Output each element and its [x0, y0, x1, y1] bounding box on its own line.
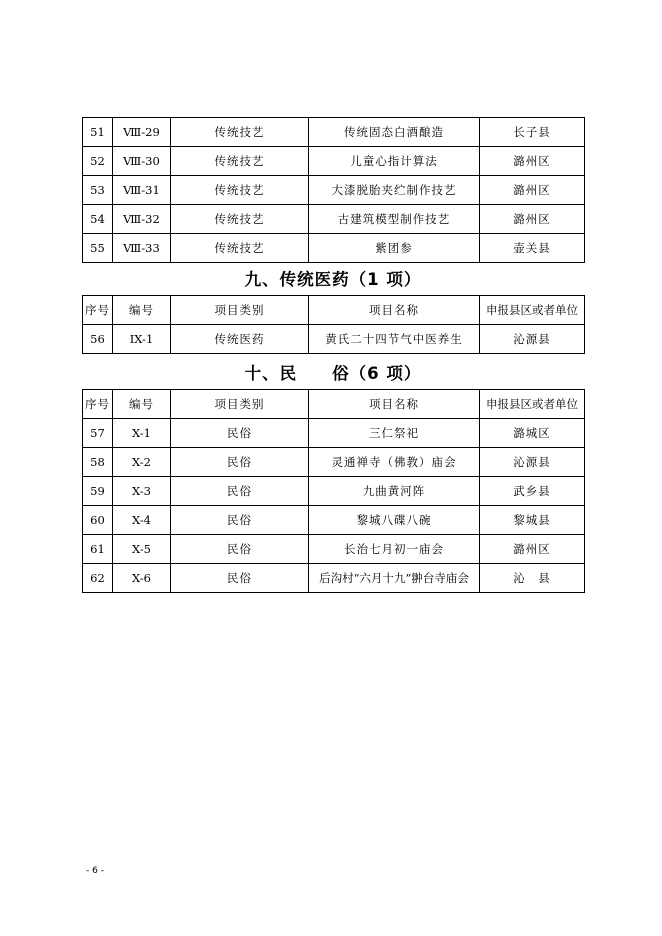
cell-seq: 57: [83, 419, 113, 448]
cell-name: 黄氏二十四节气中医养生: [309, 325, 480, 354]
cell-code: Ⅷ-32: [113, 205, 171, 234]
cell-unit: 沁 县: [480, 564, 585, 593]
heritage-table-crafts: [82, 117, 585, 263]
cell-category: 民俗: [171, 448, 309, 477]
table-row: [83, 564, 585, 593]
header-code: 编号: [113, 296, 171, 325]
header-category: 项目类别: [171, 296, 309, 325]
cell-category: 传统技艺: [171, 176, 309, 205]
cell-category: 传统技艺: [171, 147, 309, 176]
table-row: [83, 325, 585, 354]
header-seq: 序号: [83, 390, 113, 419]
cell-name: 大漆脱胎夹纻制作技艺: [309, 176, 480, 205]
cell-name: 长治七月初一庙会: [309, 535, 480, 564]
cell-category: 传统技艺: [171, 234, 309, 263]
cell-name: 灵通禅寺（佛教）庙会: [309, 448, 480, 477]
cell-unit: 潞州区: [480, 147, 585, 176]
section-title-folk-customs: 十、民 俗（6 项）: [244, 364, 422, 383]
cell-code: X-1: [113, 419, 171, 448]
header-name: 项目名称: [309, 296, 480, 325]
cell-category: 民俗: [171, 477, 309, 506]
cell-unit: 潞州区: [480, 176, 585, 205]
cell-seq: 62: [83, 564, 113, 593]
table-row: [83, 234, 585, 263]
cell-code: X-6: [113, 564, 171, 593]
cell-seq: 53: [83, 176, 113, 205]
table-row: [83, 147, 585, 176]
header-unit: 申报县区或者单位: [480, 390, 585, 419]
cell-category: 传统技艺: [171, 118, 309, 147]
cell-unit: 壶关县: [480, 234, 585, 263]
cell-name: 黎城八碟八碗: [309, 506, 480, 535]
cell-unit: 长子县: [480, 118, 585, 147]
cell-seq: 52: [83, 147, 113, 176]
cell-seq: 60: [83, 506, 113, 535]
cell-seq: 54: [83, 205, 113, 234]
table-row: [83, 118, 585, 147]
cell-seq: 58: [83, 448, 113, 477]
table-header-row: [83, 296, 585, 325]
cell-code: X-4: [113, 506, 171, 535]
cell-seq: 59: [83, 477, 113, 506]
cell-code: X-3: [113, 477, 171, 506]
header-seq: 序号: [83, 296, 113, 325]
heritage-table-medicine: [82, 295, 585, 354]
cell-category: 民俗: [171, 564, 309, 593]
cell-name: 传统固态白酒酿造: [309, 118, 480, 147]
cell-category: 民俗: [171, 506, 309, 535]
cell-name: 三仁祭祀: [309, 419, 480, 448]
header-category: 项目类别: [171, 390, 309, 419]
cell-code: Ⅷ-33: [113, 234, 171, 263]
cell-seq: 51: [83, 118, 113, 147]
cell-unit: 黎城县: [480, 506, 585, 535]
table-row: [83, 205, 585, 234]
cell-seq: 56: [83, 325, 113, 354]
cell-category: 民俗: [171, 419, 309, 448]
cell-category: 传统技艺: [171, 205, 309, 234]
cell-unit: 沁源县: [480, 448, 585, 477]
cell-name: 紫团参: [309, 234, 480, 263]
cell-code: Ⅷ-30: [113, 147, 171, 176]
table-row: [83, 535, 585, 564]
table-row: [83, 176, 585, 205]
table-row: [83, 506, 585, 535]
table-row: [83, 419, 585, 448]
cell-seq: 55: [83, 234, 113, 263]
cell-name: 后沟村“六月十九”翀台寺庙会: [309, 564, 480, 593]
cell-name: 儿童心指计算法: [309, 147, 480, 176]
cell-unit: 潞城区: [480, 419, 585, 448]
header-name: 项目名称: [309, 390, 480, 419]
cell-category: 传统医药: [171, 325, 309, 354]
page-number: - 6 -: [86, 866, 104, 876]
cell-unit: 沁源县: [480, 325, 585, 354]
cell-code: X-2: [113, 448, 171, 477]
table-row: [83, 477, 585, 506]
cell-code: IX-1: [113, 325, 171, 354]
cell-unit: 潞州区: [480, 205, 585, 234]
table-row: [83, 448, 585, 477]
section-title-traditional-medicine: 九、传统医药（1 项）: [244, 270, 422, 289]
cell-category: 民俗: [171, 535, 309, 564]
header-unit: 申报县区或者单位: [480, 296, 585, 325]
header-code: 编号: [113, 390, 171, 419]
cell-unit: 武乡县: [480, 477, 585, 506]
cell-unit: 潞州区: [480, 535, 585, 564]
cell-name: 古建筑模型制作技艺: [309, 205, 480, 234]
heritage-table-folk: [82, 389, 585, 593]
cell-code: Ⅷ-29: [113, 118, 171, 147]
cell-code: Ⅷ-31: [113, 176, 171, 205]
table-header-row: [83, 390, 585, 419]
cell-code: X-5: [113, 535, 171, 564]
cell-seq: 61: [83, 535, 113, 564]
cell-name: 九曲黄河阵: [309, 477, 480, 506]
